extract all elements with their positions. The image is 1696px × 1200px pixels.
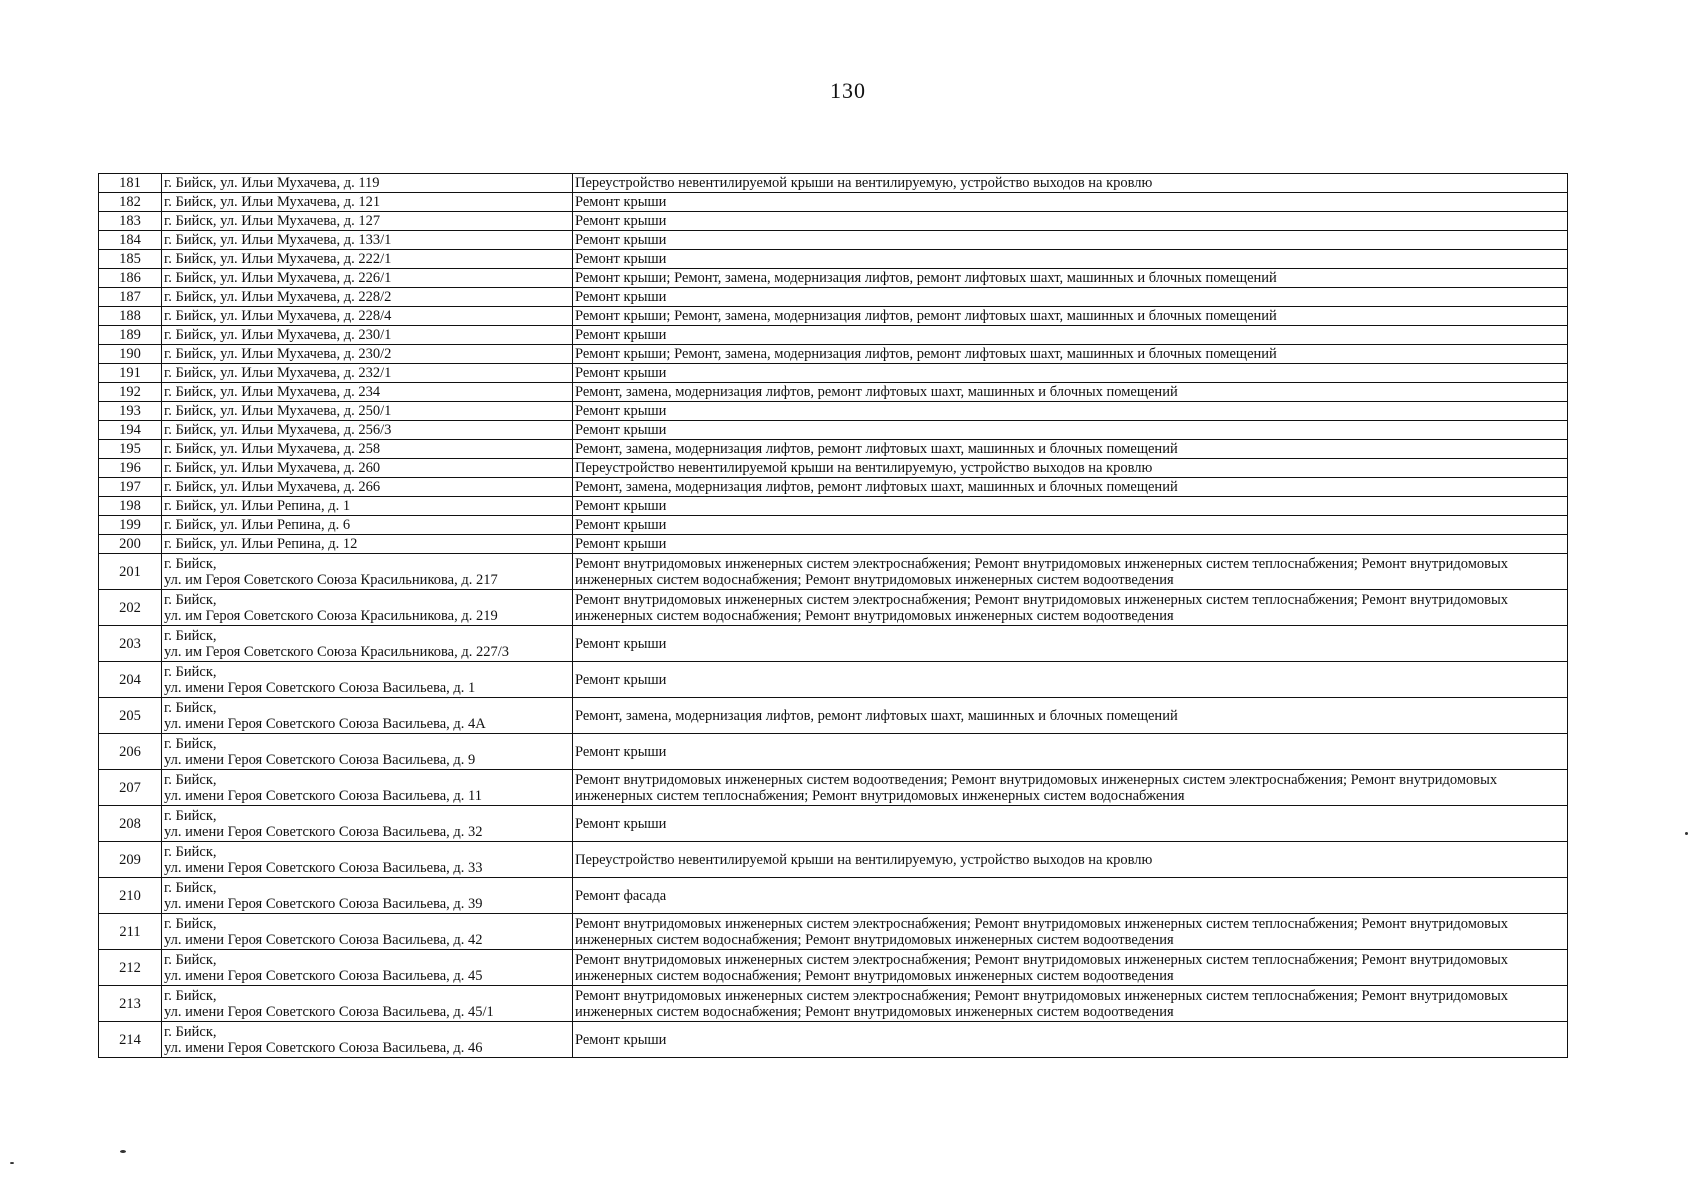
- address-cell: [162, 914, 573, 950]
- work-type-cell: Переустройство невентилируемой крыши на вентилируемую, устройство выходов на кровлю: [573, 174, 1568, 193]
- work-type-cell: Ремонт крыши: [573, 402, 1568, 421]
- work-type-cell: Ремонт крыши: [573, 806, 1568, 842]
- table-row: [99, 806, 1568, 842]
- row-number-cell: 205: [99, 698, 162, 734]
- work-type-cell: Ремонт крыши: [573, 288, 1568, 307]
- work-type-cell: Переустройство невентилируемой крыши на вентилируемую, устройство выходов на кровлю: [573, 459, 1568, 478]
- row-number-cell: 182: [99, 193, 162, 212]
- work-type-cell: Ремонт крыши; Ремонт, замена, модернизация лифтов, ремонт лифтовых шахт, машинных и блочных помещений: [573, 307, 1568, 326]
- work-type-cell: Ремонт крыши: [573, 516, 1568, 535]
- table-row: [99, 914, 1568, 950]
- address-cell: [162, 307, 573, 326]
- row-number-cell: 190: [99, 345, 162, 364]
- work-type-cell: Ремонт фасада: [573, 878, 1568, 914]
- address-cell: [162, 842, 573, 878]
- address-line: г. Бийск, ул. Ильи Мухачева, д. 222/1: [164, 251, 392, 267]
- work-type-cell: Ремонт крыши: [573, 193, 1568, 212]
- table-row: [99, 326, 1568, 345]
- row-number-cell: 197: [99, 478, 162, 497]
- row-number-cell: 188: [99, 307, 162, 326]
- table-body: [99, 174, 1568, 1058]
- address-line: ул. им Героя Советского Союза Красильникова, д. 219: [164, 607, 498, 624]
- address-line: г. Бийск, ул. Ильи Мухачева, д. 234: [164, 384, 381, 400]
- table-row: [99, 231, 1568, 250]
- address-line: г. Бийск, ул. Ильи Мухачева, д. 260: [164, 460, 381, 476]
- table-row: [99, 174, 1568, 193]
- work-type-cell: Ремонт внутридомовых инженерных систем электроснабжения; Ремонт внутридомовых инженерных систем теплоснабжения; Ремонт внутридомовых инженерных систем водоснабжения; Ремонт внутридомовых инженерных систем водоотведения: [573, 950, 1568, 986]
- address-line: г. Бийск,: [164, 987, 217, 1004]
- address-line: ул. им Героя Советского Союза Красильникова, д. 227/3: [164, 643, 509, 660]
- work-type-cell: Ремонт, замена, модернизация лифтов, ремонт лифтовых шахт, машинных и блочных помещений: [573, 383, 1568, 402]
- work-type-cell: Ремонт крыши: [573, 497, 1568, 516]
- row-number-cell: 201: [99, 554, 162, 590]
- table-row: [99, 193, 1568, 212]
- work-type-cell: Ремонт, замена, модернизация лифтов, ремонт лифтовых шахт, машинных и блочных помещений: [573, 478, 1568, 497]
- address-cell: [162, 421, 573, 440]
- work-type-cell: Ремонт крыши: [573, 231, 1568, 250]
- address-line: г. Бийск, ул. Ильи Мухачева, д. 119: [164, 175, 380, 191]
- work-type-cell: Ремонт внутридомовых инженерных систем водоотведения; Ремонт внутридомовых инженерных систем электроснабжения; Ремонт внутридомовых инженерных систем теплоснабжения; Ремонт внутридомовых инженерных систем водоснабжения: [573, 770, 1568, 806]
- row-number-cell: 200: [99, 535, 162, 554]
- address-line: ул. имени Героя Советского Союза Васильева, д. 39: [164, 895, 483, 912]
- work-type-cell: Ремонт крыши: [573, 535, 1568, 554]
- table-row: [99, 698, 1568, 734]
- row-number-cell: 209: [99, 842, 162, 878]
- row-number-cell: 211: [99, 914, 162, 950]
- address-cell: [162, 698, 573, 734]
- address-line: ул. имени Героя Советского Союза Васильева, д. 32: [164, 823, 483, 840]
- row-number-cell: 206: [99, 734, 162, 770]
- address-cell: [162, 364, 573, 383]
- work-type-cell: Ремонт крыши: [573, 326, 1568, 345]
- row-number-cell: 203: [99, 626, 162, 662]
- table-row: [99, 364, 1568, 383]
- table-row: [99, 554, 1568, 590]
- address-line: г. Бийск, ул. Ильи Мухачева, д. 266: [164, 479, 381, 495]
- address-cell: [162, 326, 573, 345]
- repair-table: [98, 173, 1568, 1058]
- row-number-cell: 213: [99, 986, 162, 1022]
- row-number-cell: 207: [99, 770, 162, 806]
- address-cell: [162, 288, 573, 307]
- address-line: г. Бийск, ул. Ильи Мухачева, д. 133/1: [164, 232, 392, 248]
- table-row: [99, 345, 1568, 364]
- row-number-cell: 185: [99, 250, 162, 269]
- scan-speck: [10, 1162, 14, 1164]
- row-number-cell: 187: [99, 288, 162, 307]
- table-row: [99, 421, 1568, 440]
- address-cell: [162, 440, 573, 459]
- table-row: [99, 250, 1568, 269]
- row-number-cell: 210: [99, 878, 162, 914]
- address-line: ул. имени Героя Советского Союза Васильева, д. 42: [164, 931, 483, 948]
- address-cell: [162, 459, 573, 478]
- address-line: г. Бийск,: [164, 735, 217, 752]
- address-line: ул. имени Героя Советского Союза Васильева, д. 1: [164, 679, 476, 696]
- row-number-cell: 199: [99, 516, 162, 535]
- address-cell: [162, 212, 573, 231]
- page-number: 130: [830, 78, 866, 103]
- address-cell: [162, 383, 573, 402]
- row-number-cell: 198: [99, 497, 162, 516]
- address-line: ул. имени Героя Советского Союза Васильева, д. 9: [164, 751, 476, 768]
- table-row: [99, 383, 1568, 402]
- address-line: г. Бийск,: [164, 1023, 217, 1040]
- work-type-cell: Ремонт внутридомовых инженерных систем электроснабжения; Ремонт внутридомовых инженерных систем теплоснабжения; Ремонт внутридомовых инженерных систем водоснабжения; Ремонт внутридомовых инженерных систем водоотведения: [573, 590, 1568, 626]
- work-type-cell: Ремонт, замена, модернизация лифтов, ремонт лифтовых шахт, машинных и блочных помещений: [573, 440, 1568, 459]
- address-cell: [162, 986, 573, 1022]
- address-line: г. Бийск,: [164, 591, 217, 608]
- address-line: г. Бийск, ул. Ильи Мухачева, д. 258: [164, 441, 381, 457]
- work-type-cell: Ремонт внутридомовых инженерных систем электроснабжения; Ремонт внутридомовых инженерных систем теплоснабжения; Ремонт внутридомовых инженерных систем водоснабжения; Ремонт внутридомовых инженерных систем водоотведения: [573, 986, 1568, 1022]
- address-line: г. Бийск, ул. Ильи Мухачева, д. 121: [164, 194, 381, 210]
- address-cell: [162, 250, 573, 269]
- repair-table-wrapper: [98, 173, 1568, 1058]
- address-cell: [162, 516, 573, 535]
- address-line: г. Бийск,: [164, 699, 217, 716]
- table-row: [99, 402, 1568, 421]
- row-number-cell: 192: [99, 383, 162, 402]
- address-cell: [162, 626, 573, 662]
- address-line: ул. имени Героя Советского Союза Васильева, д. 4А: [164, 715, 486, 732]
- row-number-cell: 202: [99, 590, 162, 626]
- row-number-cell: 196: [99, 459, 162, 478]
- address-cell: [162, 174, 573, 193]
- address-cell: [162, 345, 573, 364]
- address-cell: [162, 554, 573, 590]
- address-line: г. Бийск, ул. Ильи Мухачева, д. 228/2: [164, 289, 392, 305]
- row-number-cell: 194: [99, 421, 162, 440]
- table-row: [99, 986, 1568, 1022]
- table-row: [99, 626, 1568, 662]
- table-row: [99, 950, 1568, 986]
- address-cell: [162, 231, 573, 250]
- address-cell: [162, 662, 573, 698]
- address-line: г. Бийск, ул. Ильи Мухачева, д. 256/3: [164, 422, 392, 438]
- address-line: г. Бийск,: [164, 555, 217, 572]
- address-line: г. Бийск,: [164, 807, 217, 824]
- row-number-cell: 186: [99, 269, 162, 288]
- table-row: [99, 734, 1568, 770]
- address-line: г. Бийск, ул. Ильи Репина, д. 12: [164, 536, 358, 552]
- address-cell: [162, 950, 573, 986]
- address-cell: [162, 878, 573, 914]
- address-line: г. Бийск,: [164, 627, 217, 644]
- work-type-cell: Ремонт, замена, модернизация лифтов, ремонт лифтовых шахт, машинных и блочных помещений: [573, 698, 1568, 734]
- work-type-cell: Ремонт крыши; Ремонт, замена, модернизация лифтов, ремонт лифтовых шахт, машинных и блочных помещений: [573, 345, 1568, 364]
- address-cell: [162, 770, 573, 806]
- work-type-cell: Ремонт крыши: [573, 250, 1568, 269]
- row-number-cell: 181: [99, 174, 162, 193]
- table-row: [99, 662, 1568, 698]
- address-line: г. Бийск,: [164, 843, 217, 860]
- table-row: [99, 535, 1568, 554]
- table-row: [99, 770, 1568, 806]
- address-cell: [162, 497, 573, 516]
- table-row: [99, 590, 1568, 626]
- work-type-cell: Ремонт крыши: [573, 421, 1568, 440]
- work-type-cell: Ремонт крыши: [573, 212, 1568, 231]
- table-row: [99, 842, 1568, 878]
- address-line: г. Бийск,: [164, 771, 217, 788]
- address-cell: [162, 590, 573, 626]
- row-number-cell: 214: [99, 1022, 162, 1058]
- address-line: ул. имени Героя Советского Союза Васильева, д. 33: [164, 859, 483, 876]
- address-cell: [162, 193, 573, 212]
- table-row: [99, 307, 1568, 326]
- address-line: г. Бийск, ул. Ильи Репина, д. 1: [164, 498, 351, 514]
- address-line: г. Бийск,: [164, 951, 217, 968]
- address-line: ул. имени Героя Советского Союза Васильева, д. 11: [164, 787, 482, 804]
- address-cell: [162, 806, 573, 842]
- table-row: [99, 497, 1568, 516]
- address-cell: [162, 734, 573, 770]
- table-row: [99, 459, 1568, 478]
- address-cell: [162, 478, 573, 497]
- scan-speck: [120, 1150, 126, 1153]
- address-line: г. Бийск,: [164, 915, 217, 932]
- address-line: г. Бийск, ул. Ильи Мухачева, д. 127: [164, 213, 381, 229]
- table-row: [99, 212, 1568, 231]
- address-line: г. Бийск, ул. Ильи Мухачева, д. 232/1: [164, 365, 392, 381]
- table-row: [99, 269, 1568, 288]
- table-row: [99, 516, 1568, 535]
- address-line: г. Бийск,: [164, 879, 217, 896]
- table-row: [99, 288, 1568, 307]
- address-line: ул. имени Героя Советского Союза Васильева, д. 45/1: [164, 1003, 494, 1020]
- work-type-cell: Ремонт крыши: [573, 1022, 1568, 1058]
- row-number-cell: 204: [99, 662, 162, 698]
- work-type-cell: Переустройство невентилируемой крыши на вентилируемую, устройство выходов на кровлю: [573, 842, 1568, 878]
- table-row: [99, 478, 1568, 497]
- row-number-cell: 183: [99, 212, 162, 231]
- address-cell: [162, 1022, 573, 1058]
- address-line: г. Бийск, ул. Ильи Мухачева, д. 230/1: [164, 327, 392, 343]
- address-cell: [162, 269, 573, 288]
- address-line: ул. имени Героя Советского Союза Васильева, д. 45: [164, 967, 483, 984]
- row-number-cell: 195: [99, 440, 162, 459]
- row-number-cell: 193: [99, 402, 162, 421]
- work-type-cell: Ремонт внутридомовых инженерных систем электроснабжения; Ремонт внутридомовых инженерных систем теплоснабжения; Ремонт внутридомовых инженерных систем водоснабжения; Ремонт внутридомовых инженерных систем водоотведения: [573, 554, 1568, 590]
- table-row: [99, 878, 1568, 914]
- row-number-cell: 189: [99, 326, 162, 345]
- address-line: г. Бийск, ул. Ильи Мухачева, д. 250/1: [164, 403, 392, 419]
- address-line: г. Бийск,: [164, 663, 217, 680]
- address-line: ул. имени Героя Советского Союза Васильева, д. 46: [164, 1039, 483, 1056]
- work-type-cell: Ремонт внутридомовых инженерных систем электроснабжения; Ремонт внутридомовых инженерных систем теплоснабжения; Ремонт внутридомовых инженерных систем водоснабжения; Ремонт внутридомовых инженерных систем водоотведения: [573, 914, 1568, 950]
- address-line: г. Бийск, ул. Ильи Мухачева, д. 228/4: [164, 308, 392, 324]
- row-number-cell: 184: [99, 231, 162, 250]
- table-row: [99, 440, 1568, 459]
- address-cell: [162, 402, 573, 421]
- work-type-cell: Ремонт крыши: [573, 364, 1568, 383]
- work-type-cell: Ремонт крыши: [573, 734, 1568, 770]
- address-line: г. Бийск, ул. Ильи Репина, д. 6: [164, 517, 351, 533]
- row-number-cell: 208: [99, 806, 162, 842]
- row-number-cell: 212: [99, 950, 162, 986]
- scan-speck: [1685, 832, 1688, 835]
- address-line: г. Бийск, ул. Ильи Мухачева, д. 230/2: [164, 346, 392, 362]
- work-type-cell: Ремонт крыши; Ремонт, замена, модернизация лифтов, ремонт лифтовых шахт, машинных и блочных помещений: [573, 269, 1568, 288]
- address-line: ул. им Героя Советского Союза Красильникова, д. 217: [164, 571, 498, 588]
- work-type-cell: Ремонт крыши: [573, 626, 1568, 662]
- table-row: [99, 1022, 1568, 1058]
- address-cell: [162, 535, 573, 554]
- work-type-cell: Ремонт крыши: [573, 662, 1568, 698]
- address-line: г. Бийск, ул. Ильи Мухачева, д. 226/1: [164, 270, 392, 286]
- row-number-cell: 191: [99, 364, 162, 383]
